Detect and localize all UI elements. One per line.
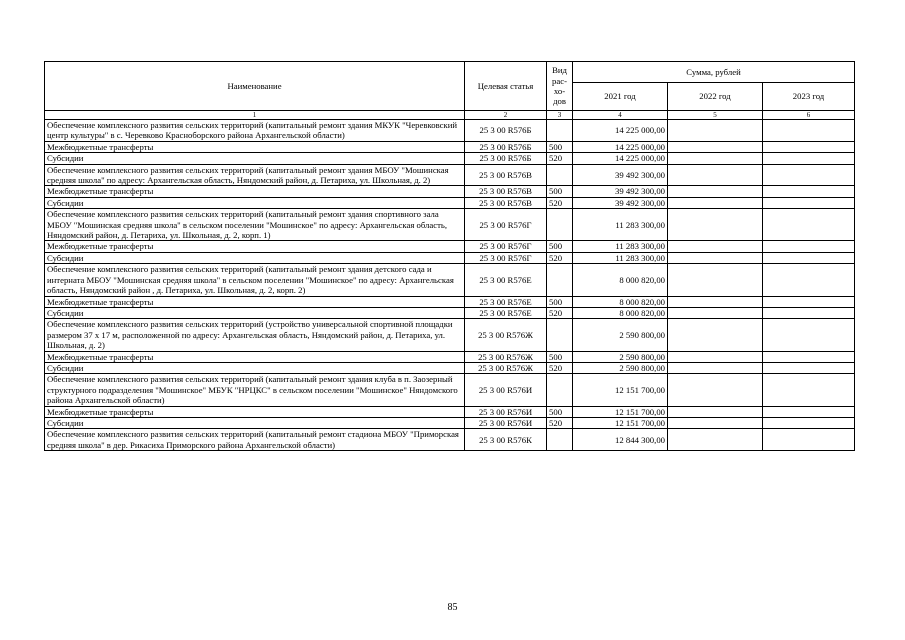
row-name-cell: Субсидии [45, 417, 465, 428]
table-row [45, 164, 855, 186]
row-amount-2022-cell [668, 186, 763, 197]
row-amount-2022-cell [668, 120, 763, 142]
row-expense-type-cell: 520 [547, 153, 573, 164]
column-number: 4 [573, 111, 668, 120]
row-amount-2023-cell [763, 164, 855, 186]
table-row [45, 374, 855, 406]
row-target-article-cell: 25 3 00 R576Г [465, 209, 547, 241]
row-target-article-cell: 25 3 00 R576Ж [465, 351, 547, 362]
row-target-article-cell: 25 3 00 R576И [465, 374, 547, 406]
row-name-cell: Субсидии [45, 362, 465, 373]
table-row [45, 252, 855, 263]
table-row [45, 319, 855, 351]
row-expense-type-cell [547, 209, 573, 241]
row-amount-2022-cell [668, 296, 763, 307]
row-target-article-cell: 25 3 00 R576В [465, 186, 547, 197]
row-target-article-cell: 25 3 00 R576Е [465, 307, 547, 318]
table-row [45, 186, 855, 197]
row-expense-type-cell: 500 [547, 241, 573, 252]
table-row [45, 362, 855, 373]
row-amount-2023-cell [763, 120, 855, 142]
row-expense-type-cell: 520 [547, 307, 573, 318]
row-target-article-cell: 25 3 00 R576В [465, 164, 547, 186]
table-row [45, 197, 855, 208]
row-target-article-cell: 25 3 00 R576Г [465, 241, 547, 252]
row-target-article-cell: 25 3 00 R576Б [465, 120, 547, 142]
row-amount-2022-cell [668, 141, 763, 152]
row-amount-2022-cell [668, 241, 763, 252]
table-row [45, 209, 855, 241]
row-expense-type-cell: 520 [547, 362, 573, 373]
row-expense-type-cell: 520 [547, 252, 573, 263]
row-amount-2022-cell [668, 406, 763, 417]
row-amount-2022-cell [668, 252, 763, 263]
row-target-article-cell: 25 3 00 R576Е [465, 296, 547, 307]
table-row [45, 296, 855, 307]
row-expense-type-cell [547, 164, 573, 186]
row-expense-type-cell: 500 [547, 296, 573, 307]
row-amount-2021-cell: 39 492 300,00 [573, 164, 668, 186]
row-target-article-cell: 25 3 00 R576Е [465, 264, 547, 296]
row-amount-2023-cell [763, 417, 855, 428]
row-amount-2022-cell [668, 197, 763, 208]
row-amount-2021-cell: 8 000 820,00 [573, 264, 668, 296]
row-amount-2023-cell [763, 241, 855, 252]
row-target-article-cell: 25 3 00 R576Г [465, 252, 547, 263]
row-name-cell: Субсидии [45, 153, 465, 164]
row-amount-2021-cell: 12 151 700,00 [573, 406, 668, 417]
row-name-cell: Обеспечение комплексного развития сельских территорий (капитальный ремонт здания клуба в п. Заозерный структурного подразделения "Мошинское" МБУК "НРЦКС" в сельском поселении "Мошинское" Няндомского района Архангельской области) [45, 374, 465, 406]
row-expense-type-cell [547, 374, 573, 406]
header-expense-type: Вид рас-хо-дов [547, 62, 573, 111]
row-amount-2023-cell [763, 186, 855, 197]
row-amount-2021-cell: 2 590 800,00 [573, 362, 668, 373]
row-amount-2021-cell: 11 283 300,00 [573, 252, 668, 263]
row-amount-2023-cell [763, 307, 855, 318]
row-name-cell: Субсидии [45, 252, 465, 263]
row-amount-2022-cell [668, 351, 763, 362]
row-expense-type-cell [547, 264, 573, 296]
row-name-cell: Обеспечение комплексного развития сельских территорий (капитальный ремонт здания спортивного зала МБОУ "Мошинская средняя школа" в сельском поселении "Мошинское" по адресу: Архангельская область, Няндомский район, д. Петариха, ул. Школьная, д. 2, корп. 1) [45, 209, 465, 241]
row-amount-2022-cell [668, 264, 763, 296]
row-amount-2022-cell [668, 319, 763, 351]
row-amount-2023-cell [763, 319, 855, 351]
row-amount-2021-cell: 11 283 300,00 [573, 209, 668, 241]
column-number-row [45, 111, 855, 120]
row-name-cell: Субсидии [45, 197, 465, 208]
row-name-cell: Межбюджетные трансферты [45, 186, 465, 197]
row-name-cell: Межбюджетные трансферты [45, 406, 465, 417]
row-amount-2023-cell [763, 209, 855, 241]
row-amount-2021-cell: 12 151 700,00 [573, 417, 668, 428]
row-target-article-cell: 25 3 00 R576Ж [465, 319, 547, 351]
column-number: 5 [668, 111, 763, 120]
row-amount-2021-cell: 14 225 000,00 [573, 120, 668, 142]
header-year-2022: 2022 год [668, 83, 763, 111]
row-amount-2023-cell [763, 252, 855, 263]
row-amount-2023-cell [763, 351, 855, 362]
column-number: 1 [45, 111, 465, 120]
row-amount-2023-cell [763, 362, 855, 373]
table-row [45, 153, 855, 164]
header-name: Наименование [45, 62, 465, 111]
page-number: 85 [447, 602, 458, 613]
row-name-cell: Межбюджетные трансферты [45, 141, 465, 152]
row-target-article-cell: 25 3 00 R576И [465, 406, 547, 417]
table-header [45, 62, 855, 120]
row-expense-type-cell: 500 [547, 406, 573, 417]
row-amount-2022-cell [668, 209, 763, 241]
row-amount-2021-cell: 2 590 800,00 [573, 319, 668, 351]
row-expense-type-cell: 500 [547, 186, 573, 197]
row-amount-2022-cell [668, 362, 763, 373]
row-expense-type-cell: 500 [547, 351, 573, 362]
row-name-cell: Межбюджетные трансферты [45, 241, 465, 252]
row-amount-2021-cell: 11 283 300,00 [573, 241, 668, 252]
table-row [45, 307, 855, 318]
column-number: 6 [763, 111, 855, 120]
row-name-cell: Обеспечение комплексного развития сельских территорий (капитальный ремонт здания МБОУ "Мошинская средняя школа" по адресу: Архангельская область, Няндомский район, д. Петариха, ул. Школьная, д. 2) [45, 164, 465, 186]
row-name-cell: Обеспечение комплексного развития сельских территорий (капитальный ремонт здания детского сада и интерната МБОУ "Мошинская средняя школа" в сельском поселении "Мошинское" по адресу: Архангельская область, Няндомский район , д. Петариха, ул. Школьная, д. 2, корп. 2) [45, 264, 465, 296]
row-amount-2023-cell [763, 429, 855, 451]
row-amount-2022-cell [668, 429, 763, 451]
row-amount-2021-cell: 14 225 000,00 [573, 141, 668, 152]
row-name-cell: Субсидии [45, 307, 465, 318]
header-target-article: Целевая статья [465, 62, 547, 111]
row-amount-2022-cell [668, 153, 763, 164]
row-target-article-cell: 25 3 00 R576Ж [465, 362, 547, 373]
row-amount-2023-cell [763, 406, 855, 417]
row-amount-2023-cell [763, 374, 855, 406]
row-amount-2022-cell [668, 417, 763, 428]
row-amount-2021-cell: 12 151 700,00 [573, 374, 668, 406]
row-amount-2023-cell [763, 153, 855, 164]
row-target-article-cell: 25 3 00 R576Б [465, 153, 547, 164]
budget-table [44, 61, 855, 451]
row-expense-type-cell [547, 429, 573, 451]
header-amount-group: Сумма, рублей [573, 62, 855, 83]
table-row [45, 429, 855, 451]
row-amount-2023-cell [763, 264, 855, 296]
row-amount-2023-cell [763, 197, 855, 208]
row-amount-2021-cell: 12 844 300,00 [573, 429, 668, 451]
row-amount-2022-cell [668, 164, 763, 186]
row-amount-2021-cell: 14 225 000,00 [573, 153, 668, 164]
row-amount-2022-cell [668, 374, 763, 406]
row-expense-type-cell: 520 [547, 197, 573, 208]
row-name-cell: Обеспечение комплексного развития сельских территорий (капитальный ремонт здания МКУК "Черевковский центр культуры" в с. Черевково Красноборского района Архангельской области) [45, 120, 465, 142]
row-amount-2023-cell [763, 296, 855, 307]
row-name-cell: Обеспечение комплексного развития сельских территорий (устройство универсальной спортивной площадки размером 37 х 17 м, расположенной по адресу: Архангельская область, Няндомский район, д. Петариха, ул. Школьная, д. 2) [45, 319, 465, 351]
table-row [45, 264, 855, 296]
row-target-article-cell: 25 3 00 R576В [465, 197, 547, 208]
row-target-article-cell: 25 3 00 R576И [465, 417, 547, 428]
row-expense-type-cell [547, 319, 573, 351]
table-body [45, 120, 855, 451]
table-row [45, 141, 855, 152]
header-year-2023: 2023 год [763, 83, 855, 111]
column-number: 3 [547, 111, 573, 120]
row-amount-2021-cell: 8 000 820,00 [573, 296, 668, 307]
row-name-cell: Межбюджетные трансферты [45, 351, 465, 362]
row-target-article-cell: 25 3 00 R576К [465, 429, 547, 451]
row-expense-type-cell: 500 [547, 141, 573, 152]
row-name-cell: Обеспечение комплексного развития сельских территорий (капитальный ремонт стадиона МБОУ "Приморская средняя школа" в дер. Рикасиха Приморского района Архангельской области) [45, 429, 465, 451]
table-row [45, 351, 855, 362]
column-number: 2 [465, 111, 547, 120]
row-amount-2021-cell: 8 000 820,00 [573, 307, 668, 318]
table-row [45, 120, 855, 142]
row-name-cell: Межбюджетные трансферты [45, 296, 465, 307]
row-target-article-cell: 25 3 00 R576Б [465, 141, 547, 152]
row-amount-2022-cell [668, 307, 763, 318]
row-expense-type-cell: 520 [547, 417, 573, 428]
table-row [45, 406, 855, 417]
row-amount-2021-cell: 39 492 300,00 [573, 197, 668, 208]
row-expense-type-cell [547, 120, 573, 142]
header-year-2021: 2021 год [573, 83, 668, 111]
row-amount-2021-cell: 2 590 800,00 [573, 351, 668, 362]
table-row [45, 417, 855, 428]
table-row [45, 241, 855, 252]
row-amount-2021-cell: 39 492 300,00 [573, 186, 668, 197]
row-amount-2023-cell [763, 141, 855, 152]
